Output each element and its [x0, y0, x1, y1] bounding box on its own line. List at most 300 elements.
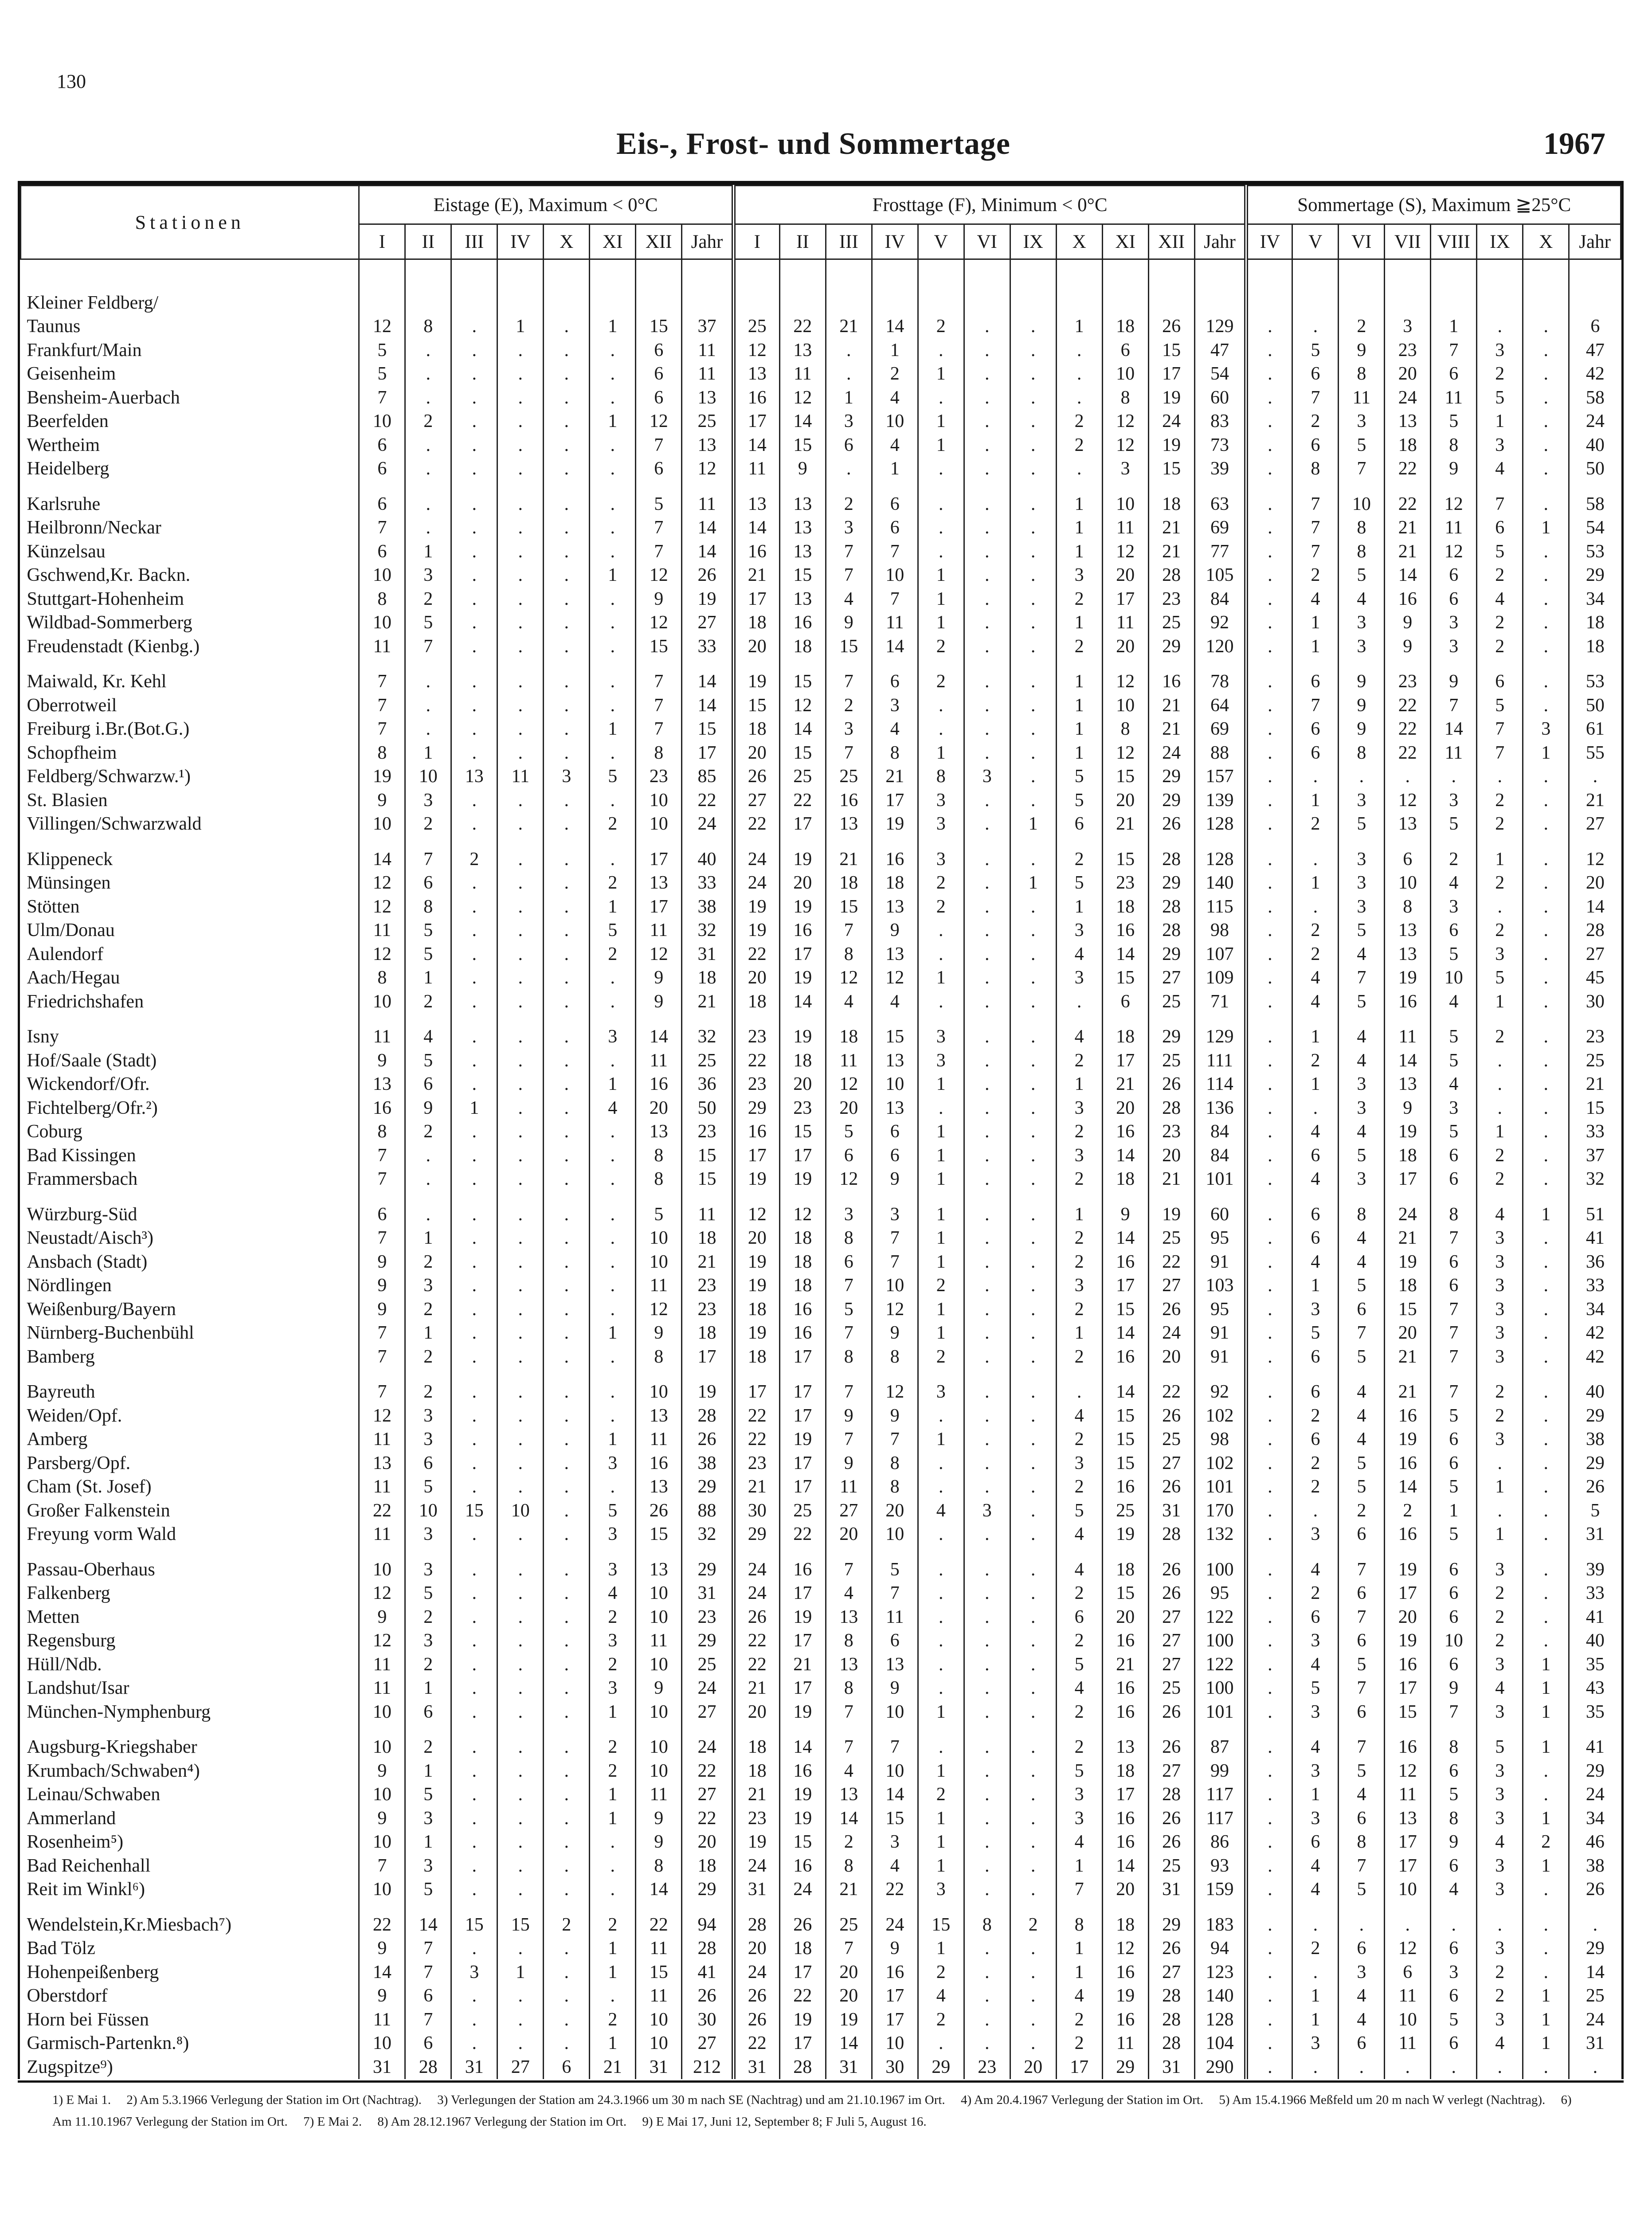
value-cell: 17: [779, 1582, 826, 1606]
value-cell: 2: [405, 587, 451, 611]
value-cell: 10: [359, 1783, 405, 1807]
value-cell: 2: [590, 871, 636, 895]
value-cell: 3: [1477, 1321, 1523, 1345]
value-cell: 2: [590, 1759, 636, 1783]
value-cell: 25: [682, 1049, 734, 1073]
value-cell: .: [1246, 1144, 1292, 1167]
value-cell: 7: [1292, 540, 1339, 564]
value-cell: .: [451, 433, 497, 457]
value-cell: .: [451, 1380, 497, 1404]
value-cell: 40: [1569, 1380, 1621, 1404]
value-cell: 11: [1385, 1025, 1431, 1049]
value-cell: .: [918, 1582, 964, 1606]
value-cell: 10: [497, 1499, 544, 1523]
value-cell: 6: [1292, 670, 1339, 694]
value-cell: 10: [405, 1499, 451, 1523]
value-cell: 12: [636, 564, 682, 588]
value-cell: 10: [872, 1073, 918, 1097]
value-cell: 157: [1194, 765, 1246, 789]
value-cell: 9: [359, 1984, 405, 2008]
frost-month-header: V: [918, 224, 964, 259]
value-cell: .: [1010, 1428, 1056, 1452]
value-cell: .: [1523, 362, 1569, 386]
value-cell: .: [1010, 1499, 1056, 1523]
value-cell: 7: [636, 717, 682, 741]
value-cell: 10: [359, 410, 405, 434]
value-cell: [1523, 291, 1569, 315]
value-cell: 6: [1431, 1653, 1477, 1676]
value-cell: .: [1010, 433, 1056, 457]
value-cell: 64: [1194, 693, 1246, 717]
value-cell: 12: [1385, 1937, 1431, 1961]
value-cell: 29: [1148, 871, 1194, 895]
ice-month-header: II: [405, 224, 451, 259]
station-row: [21, 564, 1621, 588]
value-cell: 2: [1056, 2032, 1102, 2056]
value-cell: .: [451, 871, 497, 895]
value-cell: 92: [1194, 611, 1246, 635]
value-cell: 40: [1569, 433, 1621, 457]
value-cell: .: [544, 1653, 590, 1676]
value-cell: .: [1010, 1345, 1056, 1369]
value-cell: .: [590, 1297, 636, 1321]
value-cell: .: [964, 457, 1010, 481]
value-cell: 60: [1194, 1203, 1246, 1226]
group-spacer: [21, 1901, 1621, 1913]
value-cell: 29: [1148, 1913, 1194, 1937]
value-cell: 3: [590, 1629, 636, 1653]
value-cell: .: [544, 1120, 590, 1144]
station-name: Fichtelberg/Ofr.²): [27, 1097, 158, 1118]
value-cell: .: [544, 1297, 590, 1321]
footnote: 7) E Mai 2.: [303, 2115, 362, 2129]
value-cell: .: [964, 1321, 1010, 1345]
station-row: [21, 1629, 1621, 1653]
value-cell: 19: [779, 1428, 826, 1452]
value-cell: .: [590, 338, 636, 362]
value-cell: .: [1523, 1226, 1569, 1250]
value-cell: .: [964, 1428, 1010, 1452]
value-cell: 9: [359, 788, 405, 812]
value-cell: 2: [1292, 1937, 1339, 1961]
value-cell: 1: [1523, 1735, 1569, 1759]
value-cell: 29: [1148, 765, 1194, 789]
page-number: 130: [57, 71, 86, 92]
value-cell: .: [1010, 2032, 1056, 2056]
value-cell: .: [544, 2032, 590, 2056]
value-cell: 7: [872, 1428, 918, 1452]
value-cell: 29: [1148, 1025, 1194, 1049]
station-row: [21, 1226, 1621, 1250]
station-row: [21, 587, 1621, 611]
value-cell: 6: [405, 2032, 451, 2056]
value-cell: 13: [779, 338, 826, 362]
station-name: Ansbach (Stadt): [27, 1251, 148, 1272]
value-cell: 107: [1194, 942, 1246, 966]
value-cell: 14: [636, 1878, 682, 1902]
value-cell: 19: [682, 1380, 734, 1404]
value-cell: 17: [1385, 1582, 1431, 1606]
value-cell: 1: [590, 1428, 636, 1452]
value-cell: 7: [826, 1321, 872, 1345]
value-cell: 94: [1194, 1937, 1246, 1961]
value-cell: 1: [590, 1321, 636, 1345]
value-cell: 19: [1102, 1984, 1148, 2008]
value-cell: 3: [1056, 1274, 1102, 1298]
value-cell: 54: [1569, 516, 1621, 540]
value-cell: 27: [1148, 1960, 1194, 1984]
station-row: [21, 1735, 1621, 1759]
value-cell: 6: [1431, 587, 1477, 611]
value-cell: 26: [636, 1499, 682, 1523]
value-cell: 3: [405, 1428, 451, 1452]
value-cell: .: [497, 1558, 544, 1582]
value-cell: 183: [1194, 1913, 1246, 1937]
value-cell: 33: [682, 871, 734, 895]
value-cell: .: [451, 540, 497, 564]
value-cell: 2: [872, 362, 918, 386]
value-cell: 19: [826, 2008, 872, 2032]
station-name: Wildbad-Sommerberg: [27, 612, 192, 633]
value-cell: 21: [682, 1250, 734, 1274]
value-cell: 3: [826, 516, 872, 540]
value-cell: 16: [733, 386, 779, 410]
value-cell: 7: [359, 1144, 405, 1167]
value-cell: 12: [1431, 540, 1477, 564]
value-cell: 1: [405, 1759, 451, 1783]
value-cell: 15: [1385, 1700, 1431, 1724]
station-name: Stuttgart-Hohenheim: [27, 588, 184, 609]
value-cell: 10: [636, 2008, 682, 2032]
value-cell: 87: [1194, 1735, 1246, 1759]
station-row: [21, 1605, 1621, 1629]
value-cell: 9: [1102, 1203, 1148, 1226]
value-cell: 12: [359, 871, 405, 895]
value-cell: .: [451, 1806, 497, 1830]
value-cell: .: [451, 1025, 497, 1049]
value-cell: 13: [1385, 410, 1431, 434]
value-cell: 13: [636, 871, 682, 895]
value-cell: 10: [359, 611, 405, 635]
value-cell: 6: [636, 338, 682, 362]
value-cell: 13: [682, 433, 734, 457]
value-cell: 17: [733, 1144, 779, 1167]
value-cell: 17: [1148, 362, 1194, 386]
value-cell: 14: [682, 670, 734, 694]
value-cell: .: [1246, 433, 1292, 457]
value-cell: 6: [1431, 1428, 1477, 1452]
value-cell: 6: [359, 433, 405, 457]
value-cell: 5: [405, 1475, 451, 1499]
value-cell: 100: [1194, 1558, 1246, 1582]
value-cell: 129: [1194, 315, 1246, 339]
value-cell: 23: [1102, 871, 1148, 895]
value-cell: 290: [1194, 2055, 1246, 2079]
value-cell: 42: [1569, 1345, 1621, 1369]
value-cell: 86: [1194, 1830, 1246, 1854]
value-cell: 42: [1569, 1321, 1621, 1345]
value-cell: 2: [918, 1345, 964, 1369]
value-cell: 26: [682, 564, 734, 588]
value-cell: 8: [1339, 1203, 1385, 1226]
value-cell: 6: [1292, 1144, 1339, 1167]
value-cell: .: [1056, 1380, 1102, 1404]
value-cell: .: [826, 338, 872, 362]
station-name: Bamberg: [27, 1346, 95, 1367]
value-cell: 4: [1431, 1073, 1477, 1097]
value-cell: .: [1246, 670, 1292, 694]
value-cell: 13: [1385, 942, 1431, 966]
value-cell: 46: [1569, 1830, 1621, 1854]
value-cell: 3: [918, 812, 964, 836]
value-cell: 12: [872, 1380, 918, 1404]
value-cell: .: [1010, 1676, 1056, 1700]
value-cell: 11: [682, 362, 734, 386]
value-cell: 19: [1148, 1203, 1194, 1226]
value-cell: 20: [733, 1700, 779, 1724]
value-cell: 9: [1385, 635, 1431, 658]
value-cell: .: [451, 1274, 497, 1298]
value-cell: 7: [826, 564, 872, 588]
value-cell: 15: [918, 1913, 964, 1937]
value-cell: 28: [1148, 895, 1194, 919]
value-cell: .: [1292, 765, 1339, 789]
ice-month-header: XII: [636, 224, 682, 259]
value-cell: .: [1246, 611, 1292, 635]
value-cell: 17: [682, 1345, 734, 1369]
value-cell: 2: [918, 1960, 964, 1984]
station-row: [21, 1345, 1621, 1369]
value-cell: 1: [1292, 871, 1339, 895]
value-cell: 20: [1102, 1605, 1148, 1629]
value-cell: 20: [1102, 788, 1148, 812]
value-cell: 8: [1339, 516, 1385, 540]
page-title: Eis-, Frost- und Sommertage: [616, 127, 1010, 161]
value-cell: 20: [1102, 1096, 1148, 1120]
value-cell: 21: [779, 1653, 826, 1676]
value-cell: 4: [590, 1582, 636, 1606]
value-cell: 6: [405, 1700, 451, 1724]
value-cell: .: [544, 895, 590, 919]
station-name: Falkenberg: [27, 1583, 110, 1604]
value-cell: 2: [590, 2008, 636, 2032]
value-cell: 123: [1194, 1960, 1246, 1984]
station-name: Passau-Oberhaus: [27, 1559, 155, 1580]
value-cell: 101: [1194, 1167, 1246, 1191]
value-cell: 13: [733, 362, 779, 386]
value-cell: 3: [964, 1499, 1010, 1523]
value-cell: 2: [1477, 1025, 1523, 1049]
value-cell: 3: [590, 1558, 636, 1582]
value-cell: 5: [405, 1049, 451, 1073]
value-cell: 2: [1339, 315, 1385, 339]
value-cell: 3: [1431, 895, 1477, 919]
value-cell: 5: [405, 1582, 451, 1606]
value-cell: 10: [872, 564, 918, 588]
frost-days-header: Frosttage (F), Minimum < 0°C: [733, 186, 1246, 224]
value-cell: 7: [1339, 1854, 1385, 1878]
station-name: Oberrotweil: [27, 695, 117, 716]
footnote: 8) Am 28.12.1967 Verlegung der Station im Ort.: [377, 2115, 627, 2129]
value-cell: 8: [359, 966, 405, 990]
value-cell: .: [451, 315, 497, 339]
value-cell: 18: [779, 635, 826, 658]
value-cell: 12: [359, 1629, 405, 1653]
value-cell: .: [1523, 871, 1569, 895]
value-cell: .: [590, 1226, 636, 1250]
value-cell: 2: [590, 1653, 636, 1676]
value-cell: 16: [733, 1120, 779, 1144]
value-cell: 4: [1431, 990, 1477, 1014]
value-cell: .: [964, 1558, 1010, 1582]
value-cell: .: [1010, 717, 1056, 741]
value-cell: 2: [1056, 433, 1102, 457]
value-cell: 16: [779, 1558, 826, 1582]
value-cell: 4: [1292, 966, 1339, 990]
value-cell: .: [590, 457, 636, 481]
value-cell: 10: [872, 410, 918, 434]
value-cell: .: [1292, 315, 1339, 339]
value-cell: 17: [779, 1629, 826, 1653]
value-cell: 5: [1477, 1735, 1523, 1759]
value-cell: 1: [1056, 670, 1102, 694]
value-cell: .: [964, 1475, 1010, 1499]
station-row: [21, 315, 1621, 339]
value-cell: 18: [682, 966, 734, 990]
value-cell: .: [544, 919, 590, 943]
value-cell: .: [497, 1428, 544, 1452]
value-cell: .: [544, 386, 590, 410]
value-cell: .: [964, 1025, 1010, 1049]
value-cell: .: [1523, 611, 1569, 635]
value-cell: 27: [1148, 1605, 1194, 1629]
value-cell: .: [1523, 1783, 1569, 1807]
group-spacer: [21, 259, 1621, 291]
value-cell: .: [1246, 338, 1292, 362]
value-cell: 2: [1010, 1913, 1056, 1937]
value-cell: .: [1292, 1499, 1339, 1523]
value-cell: 6: [405, 871, 451, 895]
value-cell: 17: [779, 1475, 826, 1499]
value-cell: 3: [918, 1380, 964, 1404]
value-cell: .: [451, 693, 497, 717]
value-cell: 11: [359, 635, 405, 658]
value-cell: 3: [1477, 338, 1523, 362]
value-cell: 128: [1194, 847, 1246, 871]
value-cell: 6: [359, 540, 405, 564]
value-cell: 9: [872, 1676, 918, 1700]
value-cell: 13: [636, 1120, 682, 1144]
value-cell: .: [1523, 1297, 1569, 1321]
value-cell: 18: [1148, 492, 1194, 516]
value-cell: 24: [733, 1854, 779, 1878]
value-cell: 28: [1148, 1984, 1194, 2008]
value-cell: 24: [1385, 1203, 1431, 1226]
value-cell: 2: [1339, 1499, 1385, 1523]
value-cell: 5: [1431, 1049, 1477, 1073]
value-cell: [590, 291, 636, 315]
ice-month-header: X: [544, 224, 590, 259]
value-cell: 6: [872, 1629, 918, 1653]
value-cell: 14: [1569, 1960, 1621, 1984]
value-cell: 16: [1385, 1653, 1431, 1676]
value-cell: .: [1523, 1167, 1569, 1191]
value-cell: 8: [1339, 362, 1385, 386]
value-cell: 21: [733, 1676, 779, 1700]
value-cell: [682, 291, 734, 315]
value-cell: [1246, 291, 1292, 315]
value-cell: .: [1523, 1937, 1569, 1961]
value-cell: 28: [1148, 1523, 1194, 1547]
value-cell: 24: [682, 1735, 734, 1759]
value-cell: 25: [1569, 1049, 1621, 1073]
value-cell: .: [1246, 1096, 1292, 1120]
value-cell: .: [497, 1380, 544, 1404]
value-cell: 1: [1056, 895, 1102, 919]
value-cell: 18: [1102, 1025, 1148, 1049]
value-cell: 1: [918, 741, 964, 765]
value-cell: 15: [451, 1913, 497, 1937]
value-cell: 12: [636, 611, 682, 635]
value-cell: .: [1246, 1250, 1292, 1274]
value-cell: 5: [1431, 1783, 1477, 1807]
value-cell: .: [964, 1167, 1010, 1191]
value-cell: .: [964, 611, 1010, 635]
value-cell: 25: [826, 765, 872, 789]
value-cell: 3: [1477, 1297, 1523, 1321]
value-cell: 26: [1148, 1558, 1194, 1582]
value-cell: 8: [826, 1676, 872, 1700]
value-cell: .: [1523, 433, 1569, 457]
station-name: Bad Kissingen: [27, 1145, 136, 1166]
value-cell: 3: [405, 1629, 451, 1653]
value-cell: 8: [872, 1451, 918, 1475]
value-cell: 6: [359, 1203, 405, 1226]
value-cell: 11: [636, 1629, 682, 1653]
value-cell: .: [1246, 812, 1292, 836]
value-cell: 11: [1102, 611, 1148, 635]
value-cell: 14: [1102, 1321, 1148, 1345]
value-cell: 11: [359, 1653, 405, 1676]
value-cell: 1: [1292, 611, 1339, 635]
value-cell: 53: [1569, 670, 1621, 694]
value-cell: 31: [733, 2055, 779, 2079]
value-cell: 12: [359, 895, 405, 919]
value-cell: 4: [1056, 1404, 1102, 1428]
value-cell: .: [451, 1735, 497, 1759]
value-cell: 36: [682, 1073, 734, 1097]
value-cell: 18: [1102, 315, 1148, 339]
value-cell: 7: [359, 1345, 405, 1369]
value-cell: 1: [918, 1250, 964, 1274]
value-cell: .: [1292, 895, 1339, 919]
station-name: Rosenheim⁵): [27, 1832, 124, 1853]
value-cell: 28: [779, 2055, 826, 2079]
value-cell: 2: [826, 1830, 872, 1854]
value-cell: .: [1569, 1913, 1621, 1937]
value-cell: .: [544, 611, 590, 635]
footnote: 5) Am 15.4.1966 Meßfeld um 20 m nach W verlegt (Nachtrag).: [1219, 2093, 1546, 2107]
value-cell: 21: [733, 1475, 779, 1499]
value-cell: 1: [1292, 635, 1339, 658]
value-cell: 16: [1102, 1629, 1148, 1653]
value-cell: .: [1246, 1297, 1292, 1321]
station-row: [21, 942, 1621, 966]
value-cell: .: [964, 1451, 1010, 1475]
value-cell: 9: [826, 1451, 872, 1475]
value-cell: .: [1523, 1451, 1569, 1475]
value-cell: 2: [1477, 564, 1523, 588]
